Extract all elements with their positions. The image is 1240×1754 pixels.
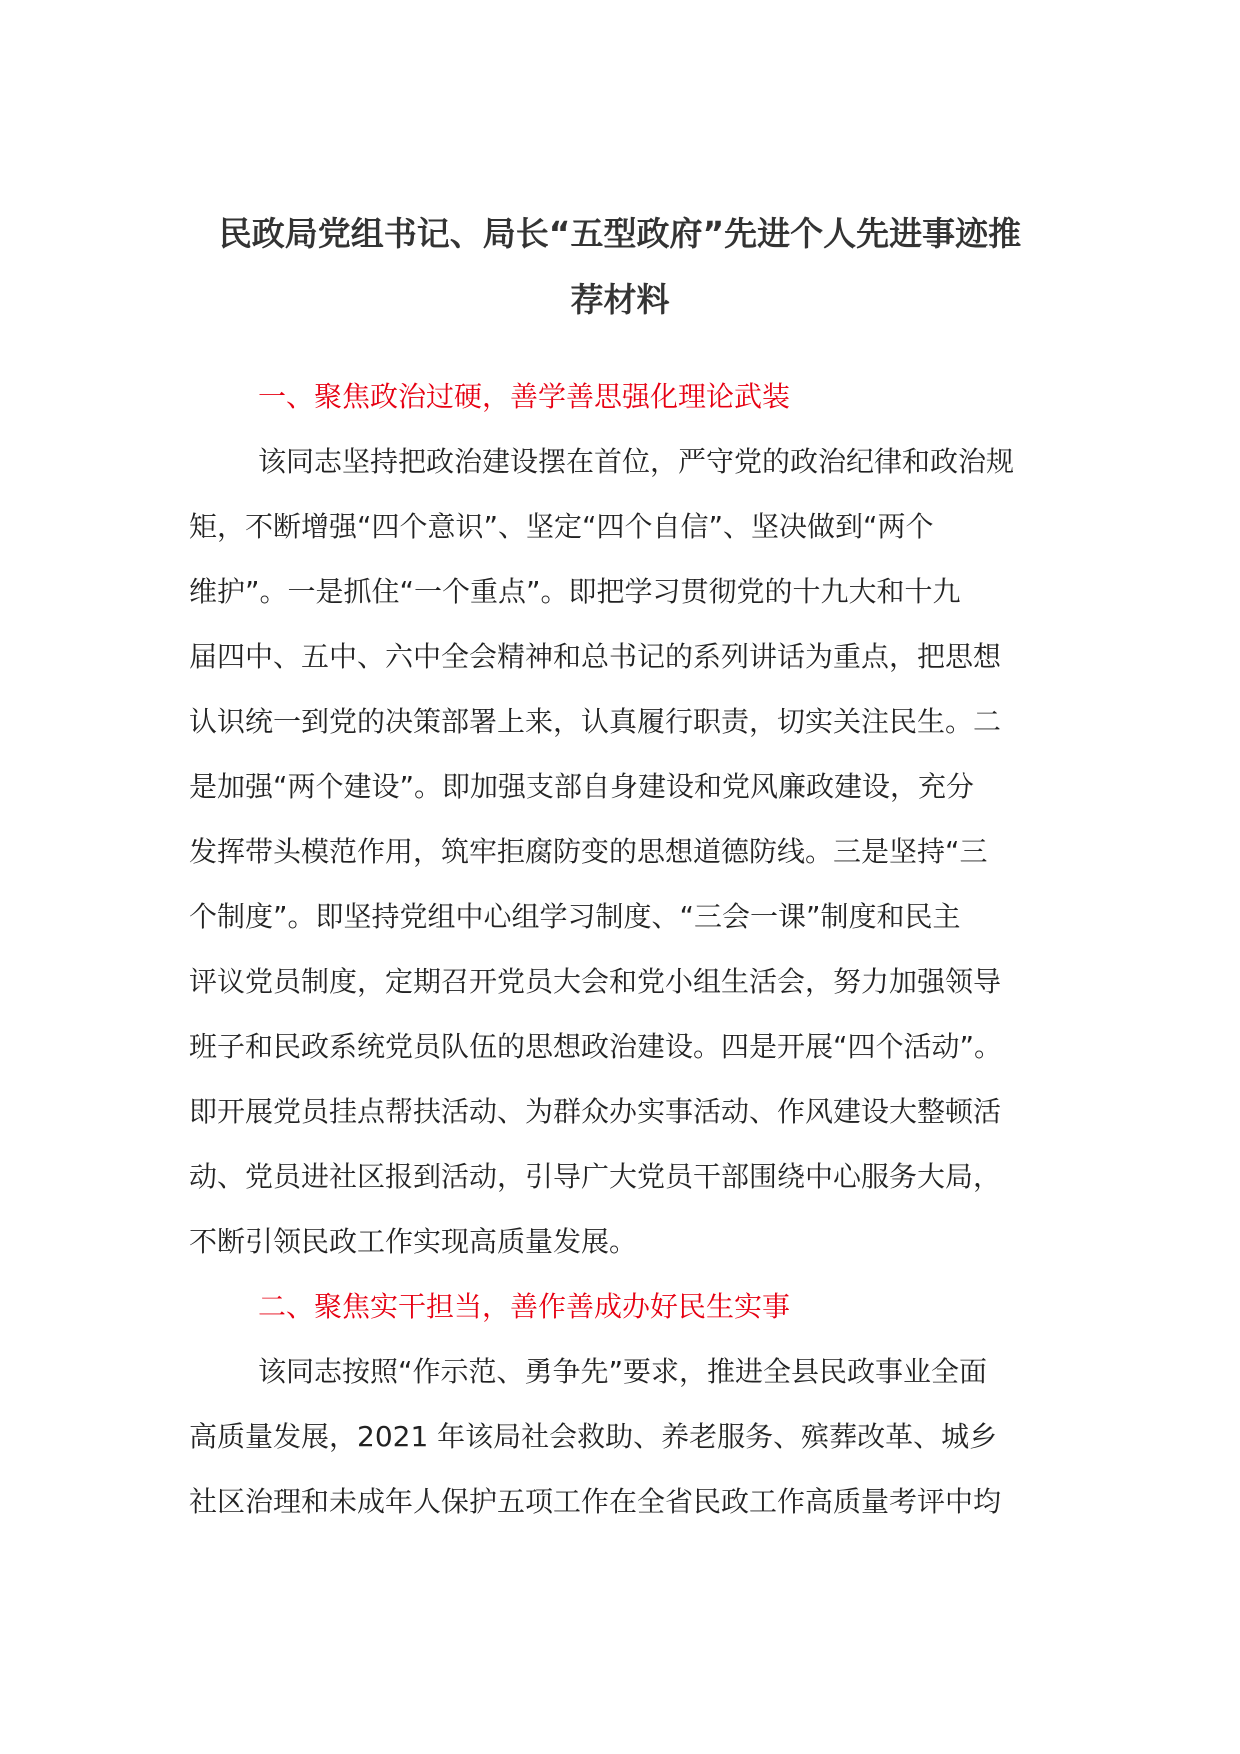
paragraph-line: 是加强“两个建设”。即加强支部自身建设和党风廉政建设，充分 xyxy=(189,770,975,803)
paragraph-line: 动、党员进社区报到活动，引导广大党员干部围绕中心服务大局， xyxy=(189,1160,1002,1193)
paragraph-line: 该同志坚持把政治建设摆在首位，严守党的政治纪律和政治规 xyxy=(258,445,1015,478)
paragraph-line: 评议党员制度，定期召开党员大会和党小组生活会，努力加强领导 xyxy=(189,965,1002,998)
paragraph-line: 高质量发展，2021 年该局社会救助、养老服务、殡葬改革、城乡 xyxy=(189,1420,998,1453)
document-title-line-2: 荐材料 xyxy=(570,280,670,319)
paragraph-line: 班子和民政系统党员队伍的思想政治建设。四是开展“四个活动”。 xyxy=(189,1030,1003,1063)
paragraph-line: 发挥带头模范作用，筑牢拒腐防变的思想道德防线。三是坚持“三 xyxy=(189,835,988,868)
paragraph-line: 届四中、五中、六中全会精神和总书记的系列讲话为重点，把思想 xyxy=(189,640,1002,673)
section-2-heading: 二、聚焦实干担当，善作善成办好民生实事 xyxy=(258,1290,791,1323)
paragraph-line: 不断引领民政工作实现高质量发展。 xyxy=(189,1225,638,1258)
paragraph-line: 矩，不断增强“四个意识”、坚定“四个自信”、坚决做到“两个 xyxy=(189,510,934,543)
document-title-line-1: 民政局党组书记、局长“五型政府”先进个人先进事迹推 xyxy=(218,214,1022,253)
paragraph-line: 个制度”。即坚持党组中心组学习制度、“三会一课”制度和民主 xyxy=(189,900,961,933)
paragraph-line: 即开展党员挂点帮扶活动、为群众办实事活动、作风建设大整顿活 xyxy=(189,1095,1002,1128)
paragraph-line: 维护”。一是抓住“一个重点”。即把学习贯彻党的十九大和十九 xyxy=(189,575,961,608)
paragraph-line: 该同志按照“作示范、勇争先”要求，推进全县民政事业全面 xyxy=(258,1355,988,1388)
paragraph-line: 认识统一到党的决策部署上来，认真履行职责，切实关注民生。二 xyxy=(189,705,1002,738)
paragraph-line: 社区治理和未成年人保护五项工作在全省民政工作高质量考评中均 xyxy=(189,1485,1002,1518)
section-1-heading: 一、聚焦政治过硬，善学善思强化理论武装 xyxy=(258,380,791,413)
